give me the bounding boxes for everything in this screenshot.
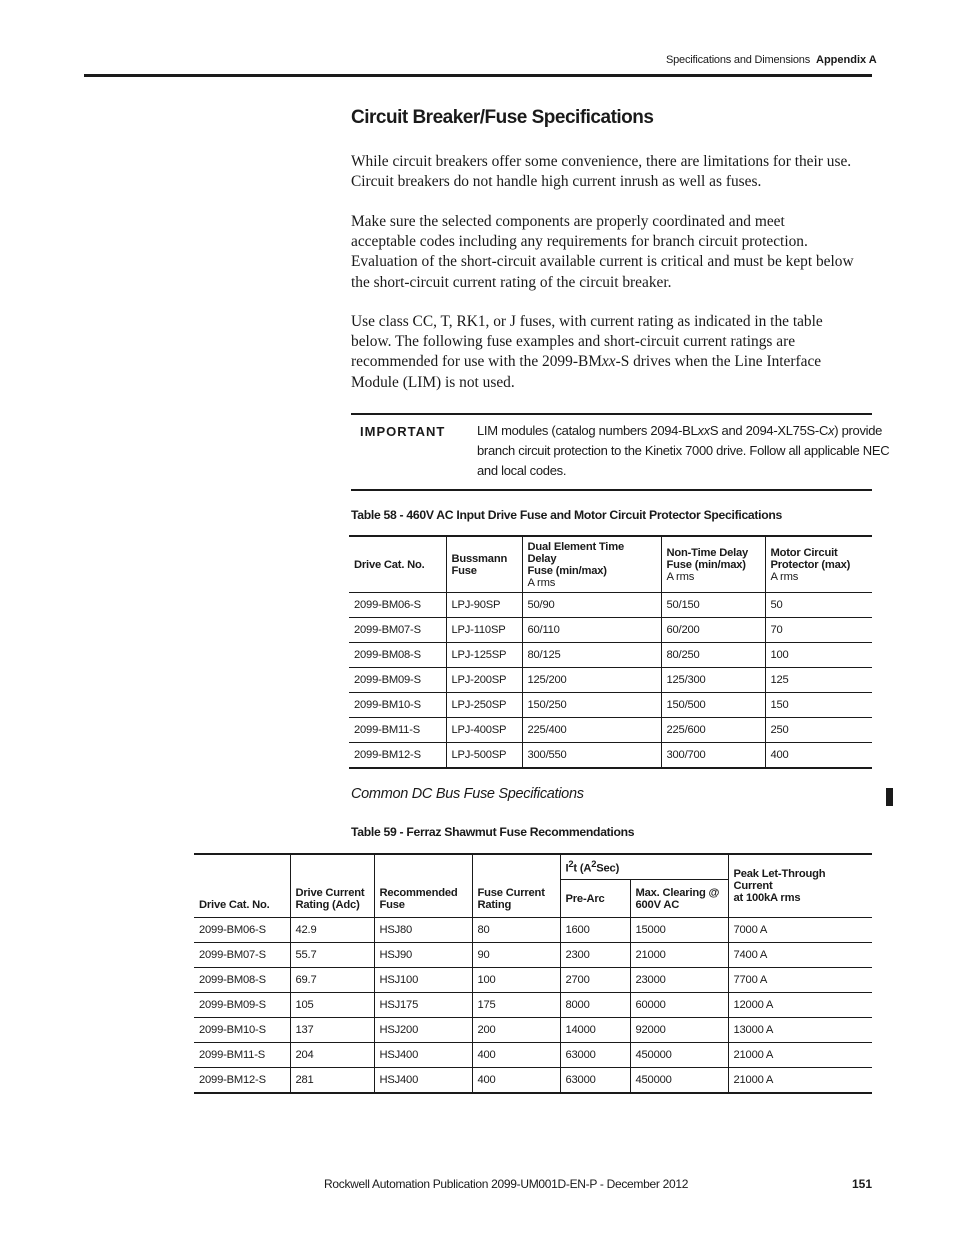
header-text: Rating: [477, 899, 512, 911]
table-59: [194, 853, 872, 1094]
header-text: Protector (max): [770, 558, 851, 571]
column-header-non-time-delay-fuse: [661, 536, 765, 593]
table-cell: 2099-BM08-S: [349, 643, 446, 668]
column-header-drive-cat-no: [194, 854, 290, 918]
header-text: Drive Current: [295, 887, 365, 899]
header-text: 600V AC: [635, 898, 680, 911]
table-cell: LPJ-200SP: [446, 668, 522, 693]
header-rule: [84, 74, 872, 77]
paragraph-2-line: Make sure the selected components are properly coordinated and meet: [351, 213, 785, 230]
paragraph-3-line: [351, 352, 873, 372]
table-cell: 50/90: [522, 593, 661, 618]
important-line: [477, 421, 883, 441]
table-cell: 400: [472, 1068, 560, 1094]
table-row: [194, 1068, 872, 1094]
header-text: t (A: [573, 862, 592, 875]
paragraph-3: [351, 312, 873, 393]
table-cell: 2099-BM07-S: [349, 618, 446, 643]
column-header-peak-let-through: [728, 854, 872, 918]
header-text: Dual Element Time Delay: [527, 540, 624, 565]
table-row: [194, 1043, 872, 1068]
paragraph-3-line: below. The following fuse examples and short-circuit current ratings are: [351, 333, 796, 351]
paragraph-2-line: acceptable codes including any requirements for branch circuit protection.: [351, 233, 808, 251]
table-cell: LPJ-110SP: [446, 618, 522, 643]
paragraph-3-line: Use class CC, T, RK1, or J fuses, with current rating as indicated in the table: [351, 313, 823, 330]
table-cell: 23000: [630, 968, 728, 993]
table-row: [349, 593, 872, 618]
column-header-drive-cat-no: [349, 536, 446, 593]
table-cell: 2099-BM08-S: [194, 968, 290, 993]
important-line: branch circuit protection to the Kinetix 7000 drive. Follow all applicable NEC: [477, 443, 890, 458]
table-cell: 63000: [560, 1068, 630, 1094]
text-run-italic: xx: [697, 423, 710, 438]
table-cell: 281: [290, 1068, 374, 1094]
superscript: 2: [568, 859, 574, 870]
column-header-pre-arc: [560, 880, 630, 918]
superscript: 2: [591, 859, 597, 870]
text-run-italic: x: [828, 423, 835, 438]
table-cell: 2099-BM11-S: [349, 718, 446, 743]
page-number: 151: [852, 1177, 873, 1191]
header-text: Recommended: [379, 887, 458, 899]
table-cell: 50/150: [661, 593, 765, 618]
header-text: at 100kA rms: [733, 892, 801, 904]
table-cell: 2099-BM07-S: [194, 943, 290, 968]
paragraph-1-line: While circuit breakers offer some convenience, there are limitations for their use.: [351, 153, 852, 170]
table-cell: 15000: [630, 918, 728, 943]
header-text: Sec): [596, 862, 620, 875]
table-cell: 125/300: [661, 668, 765, 693]
table-cell: 2099-BM06-S: [349, 593, 446, 618]
table-cell: 69.7: [290, 968, 374, 993]
table-59-caption: Table 59 - Ferraz Shawmut Fuse Recommendations: [351, 825, 635, 839]
table-cell: 2099-BM09-S: [194, 993, 290, 1018]
important-line: and local codes.: [477, 463, 567, 478]
table-cell: HSJ90: [374, 943, 472, 968]
header-text: Rating (Adc): [295, 899, 360, 911]
header-text: Non-Time Delay: [666, 546, 749, 559]
text-run: S and 2094-XL75S-C: [709, 423, 829, 438]
table-cell: 14000: [560, 1018, 630, 1043]
table-cell: 50: [765, 593, 872, 618]
table-cell: LPJ-500SP: [446, 743, 522, 769]
table-cell: LPJ-400SP: [446, 718, 522, 743]
table-cell: LPJ-250SP: [446, 693, 522, 718]
table-cell: 150/250: [522, 693, 661, 718]
important-note: [351, 413, 890, 491]
table-cell: 60000: [630, 993, 728, 1018]
table-row: [194, 943, 872, 968]
table-cell: 21000 A: [728, 1068, 872, 1094]
table-cell: HSJ80: [374, 918, 472, 943]
header-appendix-label: Appendix A: [816, 54, 877, 66]
paragraph-2: [351, 212, 873, 293]
table-row: [194, 1018, 872, 1043]
paragraph-3-line: Module (LIM) is not used.: [351, 373, 515, 391]
table-cell: 60/200: [661, 618, 765, 643]
table-cell: 80: [472, 918, 560, 943]
paragraph-2-line: the short-circuit current rating of the circuit breaker.: [351, 273, 672, 291]
column-header-fuse-current-rating: [472, 854, 560, 918]
text-run: LIM modules (catalog numbers 2094-BL: [477, 423, 698, 438]
table-cell: 7000 A: [728, 918, 872, 943]
header-text: Fuse (min/max): [527, 564, 607, 577]
table-cell: 204: [290, 1043, 374, 1068]
table-cell: 60/110: [522, 618, 661, 643]
table-cell: 175: [472, 993, 560, 1018]
table-cell: HSJ400: [374, 1043, 472, 1068]
table-row: [194, 918, 872, 943]
header-unit: A rms: [527, 576, 556, 589]
text-run: ) provide: [834, 423, 883, 438]
header-text: Peak Let-Through Current: [733, 868, 826, 892]
table-cell: 225/400: [522, 718, 661, 743]
header-unit: A rms: [770, 570, 799, 583]
header-unit: A rms: [666, 570, 695, 583]
column-header-bussmann-fuse: [446, 536, 522, 593]
table-row: [349, 643, 872, 668]
header-text: Pre-Arc: [565, 892, 605, 905]
header-text: Bussmann: [451, 552, 508, 565]
table-cell: 2099-BM12-S: [349, 743, 446, 769]
column-header-dual-element-fuse: [522, 536, 661, 593]
table-cell: 225/600: [661, 718, 765, 743]
table-cell: 92000: [630, 1018, 728, 1043]
table-cell: 2099-BM12-S: [194, 1068, 290, 1094]
dc-bus-subheading: Common DC Bus Fuse Specifications: [351, 786, 584, 802]
table-row: [194, 993, 872, 1018]
footer-publication: Rockwell Automation Publication 2099-UM001D-EN-P - December 2012: [324, 1177, 689, 1191]
header-text: Max. Clearing @: [635, 886, 720, 899]
table-cell: HSJ175: [374, 993, 472, 1018]
header-text: Motor Circuit: [770, 546, 838, 559]
table-cell: 2099-BM09-S: [349, 668, 446, 693]
column-group-header-i2t: [560, 854, 728, 880]
column-header-drive-current-rating: [290, 854, 374, 918]
important-text: [477, 421, 890, 481]
paragraph-1-line: Circuit breakers do not handle high current inrush as well as fuses.: [351, 173, 762, 191]
table-cell: 90: [472, 943, 560, 968]
table-cell: 100: [472, 968, 560, 993]
column-header-recommended-fuse: [374, 854, 472, 918]
table-cell: 125/200: [522, 668, 661, 693]
table-cell: 105: [290, 993, 374, 1018]
table-cell: 400: [765, 743, 872, 769]
text-run: -S drives when the Line Interface: [615, 353, 822, 371]
paragraph-2-line: Evaluation of the short-circuit available current is critical and must be kept below: [351, 253, 854, 271]
table-cell: 2099-BM06-S: [194, 918, 290, 943]
header-text: Drive Cat. No.: [354, 558, 425, 571]
table-cell: 300/700: [661, 743, 765, 769]
text-run: recommended for use with the 2099-BM: [351, 353, 602, 371]
table-cell: 100: [765, 643, 872, 668]
header-text: Drive Cat. No.: [199, 899, 270, 911]
text-run-italic: xx: [601, 353, 616, 371]
table-cell: 2099-BM11-S: [194, 1043, 290, 1068]
table-cell: 80/125: [522, 643, 661, 668]
header-section-title: Specifications and Dimensions: [666, 54, 810, 66]
table-cell: 13000 A: [728, 1018, 872, 1043]
table-cell: 63000: [560, 1043, 630, 1068]
table-cell: 21000: [630, 943, 728, 968]
table-cell: LPJ-125SP: [446, 643, 522, 668]
change-bar: [886, 788, 893, 806]
table-cell: 12000 A: [728, 993, 872, 1018]
table-header-row: [194, 854, 872, 880]
table-row: [349, 743, 872, 769]
table-cell: 8000: [560, 993, 630, 1018]
table-cell: 2099-BM10-S: [194, 1018, 290, 1043]
paragraph-1: [351, 152, 873, 192]
table-58-caption: Table 58 - 460V AC Input Drive Fuse and Motor Circuit Protector Specifications: [351, 508, 783, 522]
table-cell: 250: [765, 718, 872, 743]
table-cell: 125: [765, 668, 872, 693]
table-58: [349, 535, 872, 769]
table-cell: HSJ200: [374, 1018, 472, 1043]
table-cell: 1600: [560, 918, 630, 943]
table-cell: 42.9: [290, 918, 374, 943]
table-row: [194, 968, 872, 993]
table-cell: 80/250: [661, 643, 765, 668]
header-text: Fuse: [379, 899, 405, 911]
column-header-max-clearing: [630, 880, 728, 918]
header-text: I: [565, 862, 569, 875]
table-row: [349, 718, 872, 743]
header-text: Fuse (min/max): [666, 558, 746, 571]
table-header-row: [349, 536, 872, 593]
table-cell: 7700 A: [728, 968, 872, 993]
table-cell: 2300: [560, 943, 630, 968]
table-cell: 400: [472, 1043, 560, 1068]
header-text: Fuse: [451, 564, 477, 577]
table-cell: 21000 A: [728, 1043, 872, 1068]
table-row: [349, 693, 872, 718]
table-cell: 7400 A: [728, 943, 872, 968]
table-cell: 70: [765, 618, 872, 643]
table-cell: 450000: [630, 1068, 728, 1094]
table-cell: 300/550: [522, 743, 661, 769]
table-cell: 137: [290, 1018, 374, 1043]
header-text: Fuse Current: [477, 887, 545, 899]
table-cell: 2099-BM10-S: [349, 693, 446, 718]
table-cell: 2700: [560, 968, 630, 993]
important-label: IMPORTANT: [360, 424, 446, 439]
table-cell: 150/500: [661, 693, 765, 718]
table-cell: 55.7: [290, 943, 374, 968]
column-header-motor-circuit-protector: [765, 536, 872, 593]
table-row: [349, 618, 872, 643]
table-cell: 200: [472, 1018, 560, 1043]
table-cell: HSJ400: [374, 1068, 472, 1094]
table-cell: 450000: [630, 1043, 728, 1068]
table-row: [349, 668, 872, 693]
table-cell: HSJ100: [374, 968, 472, 993]
table-cell: 150: [765, 693, 872, 718]
table-cell: LPJ-90SP: [446, 593, 522, 618]
page-title: Circuit Breaker/Fuse Specifications: [351, 107, 654, 128]
